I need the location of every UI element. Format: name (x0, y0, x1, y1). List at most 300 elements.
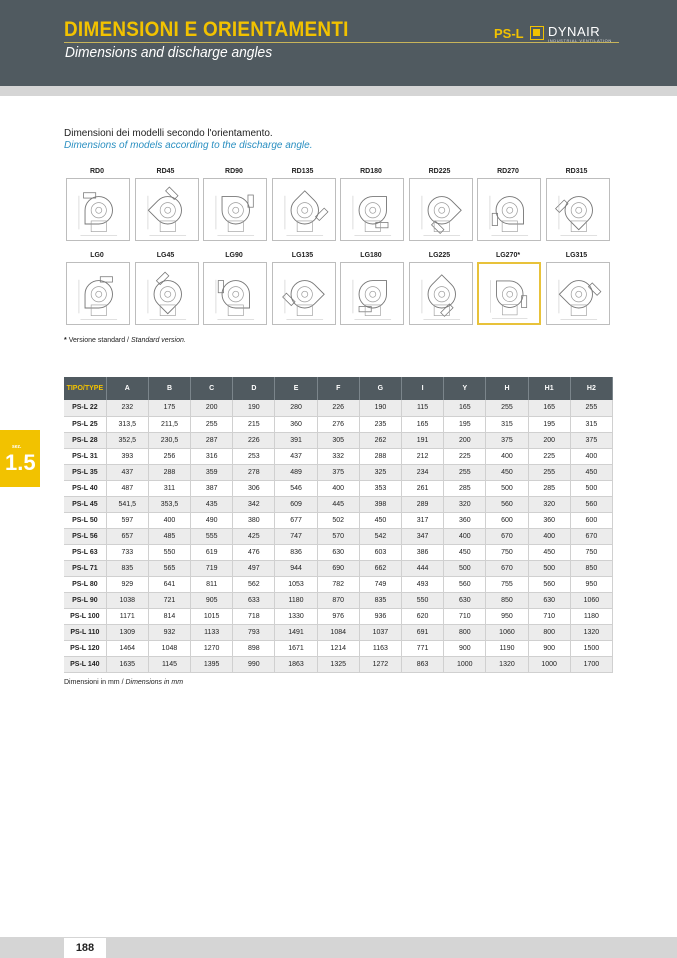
model-cell: PS-L 25 (64, 416, 106, 432)
table-row (64, 496, 613, 512)
orientation-drawing (546, 262, 610, 325)
value-cell: 793 (233, 624, 275, 640)
orientation-label: RD270 (497, 168, 519, 175)
orientation-label: LG270* (495, 252, 521, 259)
value-cell: 262 (359, 432, 401, 448)
value-cell: 200 (444, 432, 486, 448)
value-cell: 115 (402, 400, 444, 416)
model-cell: PS-L 90 (64, 592, 106, 608)
value-cell: 375 (486, 432, 528, 448)
orientation-rd45 (133, 168, 199, 248)
value-cell: 800 (528, 624, 570, 640)
value-cell: 1320 (486, 656, 528, 672)
value-cell: 165 (528, 400, 570, 416)
fan-diagram-icon (67, 179, 129, 240)
value-cell: 1180 (275, 592, 317, 608)
value-cell: 225 (444, 448, 486, 464)
orientation-label: LG225 (428, 252, 451, 259)
value-cell: 800 (444, 624, 486, 640)
value-cell: 550 (402, 592, 444, 608)
value-cell: 1330 (275, 608, 317, 624)
value-cell: 380 (233, 512, 275, 528)
value-cell: 375 (317, 464, 359, 480)
orientation-drawing (203, 178, 267, 241)
value-cell: 493 (402, 576, 444, 592)
logo-mark-icon (530, 26, 544, 40)
model-cell: PS-L 45 (64, 496, 106, 512)
value-cell: 565 (148, 560, 190, 576)
orientation-lg180 (338, 252, 404, 332)
column-header-d: D (233, 377, 275, 400)
model-cell: PS-L 140 (64, 656, 106, 672)
value-cell: 1464 (106, 640, 148, 656)
value-cell: 835 (106, 560, 148, 576)
value-cell: 630 (528, 592, 570, 608)
value-cell: 1163 (359, 640, 401, 656)
model-cell: PS-L 40 (64, 480, 106, 496)
column-header-y: Y (444, 377, 486, 400)
units-english: Dimensions in mm (125, 679, 184, 686)
value-cell: 255 (444, 464, 486, 480)
value-cell: 609 (275, 496, 317, 512)
value-cell: 749 (359, 576, 401, 592)
value-cell: 255 (528, 464, 570, 480)
value-cell: 850 (570, 560, 612, 576)
value-cell: 175 (148, 400, 190, 416)
value-cell: 541,5 (106, 496, 148, 512)
model-cell: PS-L 22 (64, 400, 106, 416)
value-cell: 1395 (191, 656, 233, 672)
table-row (64, 416, 613, 432)
value-cell: 211,5 (148, 416, 190, 432)
value-cell: 1325 (317, 656, 359, 672)
value-cell: 347 (402, 528, 444, 544)
table-row (64, 432, 613, 448)
value-cell: 1700 (570, 656, 612, 672)
value-cell: 285 (444, 480, 486, 496)
value-cell: 313,5 (106, 416, 148, 432)
value-cell: 562 (233, 576, 275, 592)
value-cell: 165 (444, 400, 486, 416)
orientation-lg45 (133, 252, 199, 332)
orientation-rd180 (338, 168, 404, 248)
value-cell: 225 (528, 448, 570, 464)
fan-diagram-icon (341, 263, 403, 324)
value-cell: 555 (191, 528, 233, 544)
column-header-f: F (317, 377, 359, 400)
orientation-label: RD315 (565, 168, 588, 175)
value-cell: 400 (570, 448, 612, 464)
value-cell: 560 (528, 576, 570, 592)
value-cell: 597 (106, 512, 148, 528)
value-cell: 811 (191, 576, 233, 592)
fan-diagram-icon (410, 179, 472, 240)
value-cell: 691 (402, 624, 444, 640)
value-cell: 485 (148, 528, 190, 544)
intro-text (64, 128, 312, 152)
value-cell: 280 (275, 400, 317, 416)
value-cell: 863 (402, 656, 444, 672)
orientation-lg225 (407, 252, 473, 332)
value-cell: 190 (359, 400, 401, 416)
value-cell: 990 (233, 656, 275, 672)
value-cell: 1060 (570, 592, 612, 608)
intro-english: Dimensions of models according to the discharge angle. (64, 140, 313, 151)
model-cell: PS-L 110 (64, 624, 106, 640)
fan-diagram-icon (136, 179, 198, 240)
value-cell: 317 (402, 512, 444, 528)
table-row (64, 608, 613, 624)
model-cell: PS-L 120 (64, 640, 106, 656)
value-cell: 500 (570, 480, 612, 496)
value-cell: 976 (317, 608, 359, 624)
orientation-rd90 (201, 168, 267, 248)
column-header-a: A (106, 377, 148, 400)
value-cell: 311 (148, 480, 190, 496)
value-cell: 900 (528, 640, 570, 656)
footnote-mark: * (64, 337, 67, 344)
value-cell: 497 (233, 560, 275, 576)
value-cell: 255 (570, 400, 612, 416)
value-cell: 750 (486, 544, 528, 560)
value-cell: 1048 (148, 640, 190, 656)
orientation-lg270 (475, 252, 541, 332)
value-cell: 1180 (570, 608, 612, 624)
value-cell: 315 (570, 416, 612, 432)
value-cell: 1038 (106, 592, 148, 608)
value-cell: 814 (148, 608, 190, 624)
orientation-drawing (477, 262, 541, 325)
value-cell: 670 (570, 528, 612, 544)
orientation-label: RD45 (156, 168, 175, 175)
column-header-g: G (359, 377, 401, 400)
value-cell: 305 (317, 432, 359, 448)
value-cell: 360 (444, 512, 486, 528)
orientation-lg90 (201, 252, 267, 332)
dimensions-table (64, 377, 613, 673)
value-cell: 400 (486, 448, 528, 464)
model-cell: PS-L 80 (64, 576, 106, 592)
value-cell: 320 (444, 496, 486, 512)
table-row (64, 400, 613, 416)
fan-diagram-icon (478, 179, 540, 240)
page-number: 188 (64, 938, 106, 958)
table-row (64, 480, 613, 496)
value-cell: 450 (486, 464, 528, 480)
value-cell: 719 (191, 560, 233, 576)
value-cell: 560 (444, 576, 486, 592)
value-cell: 353 (359, 480, 401, 496)
value-cell: 289 (402, 496, 444, 512)
value-cell: 733 (106, 544, 148, 560)
intro-italian: Dimensioni dei modelli secondo l'orientamento. (64, 128, 273, 139)
orientation-drawing (409, 262, 473, 325)
value-cell: 450 (570, 464, 612, 480)
value-cell: 1084 (317, 624, 359, 640)
value-cell: 316 (191, 448, 233, 464)
value-cell: 1214 (317, 640, 359, 656)
value-cell: 1000 (528, 656, 570, 672)
value-cell: 450 (444, 544, 486, 560)
value-cell: 900 (444, 640, 486, 656)
value-cell: 476 (233, 544, 275, 560)
value-cell: 950 (486, 608, 528, 624)
value-cell: 278 (233, 464, 275, 480)
value-cell: 542 (359, 528, 401, 544)
model-cell: PS-L 100 (64, 608, 106, 624)
units-note (64, 679, 183, 686)
value-cell: 400 (528, 528, 570, 544)
value-cell: 771 (402, 640, 444, 656)
orientation-drawing (546, 178, 610, 241)
value-cell: 657 (106, 528, 148, 544)
value-cell: 315 (486, 416, 528, 432)
model-cell: PS-L 56 (64, 528, 106, 544)
page-title: DIMENSIONI E ORIENTAMENTI (64, 18, 349, 41)
orientation-drawing (66, 262, 130, 325)
value-cell: 306 (233, 480, 275, 496)
orientation-row-lg (64, 252, 609, 332)
value-cell: 255 (191, 416, 233, 432)
value-cell: 619 (191, 544, 233, 560)
value-cell: 500 (528, 560, 570, 576)
value-cell: 1053 (275, 576, 317, 592)
orientation-lg0 (64, 252, 130, 332)
value-cell: 850 (486, 592, 528, 608)
orientation-drawing (340, 262, 404, 325)
orientation-label: RD135 (291, 168, 314, 175)
value-cell: 398 (359, 496, 401, 512)
table-row (64, 624, 613, 640)
fan-diagram-icon (547, 179, 609, 240)
value-cell: 425 (233, 528, 275, 544)
fan-diagram-icon (479, 264, 539, 323)
fan-diagram-icon (67, 263, 129, 324)
value-cell: 835 (359, 592, 401, 608)
table-row (64, 640, 613, 656)
value-cell: 1060 (486, 624, 528, 640)
value-cell: 560 (570, 496, 612, 512)
value-cell: 546 (275, 480, 317, 496)
value-cell: 1015 (191, 608, 233, 624)
units-italian: Dimensioni in mm / (64, 679, 126, 686)
value-cell: 190 (233, 400, 275, 416)
value-cell: 630 (444, 592, 486, 608)
value-cell: 1037 (359, 624, 401, 640)
value-cell: 215 (233, 416, 275, 432)
orientation-label: LG90 (225, 252, 243, 259)
value-cell: 387 (191, 480, 233, 496)
page-subtitle: Dimensions and discharge angles (65, 44, 273, 61)
value-cell: 1671 (275, 640, 317, 656)
value-cell: 490 (191, 512, 233, 528)
model-cell: PS-L 71 (64, 560, 106, 576)
value-cell: 870 (317, 592, 359, 608)
value-cell: 500 (444, 560, 486, 576)
value-cell: 226 (317, 400, 359, 416)
value-cell: 253 (233, 448, 275, 464)
section-tab (0, 430, 40, 487)
orientation-drawing (477, 178, 541, 241)
value-cell: 234 (402, 464, 444, 480)
orientation-label: RD90 (225, 168, 243, 175)
orientation-drawing (409, 178, 473, 241)
table-row (64, 592, 613, 608)
footnote-english: Standard version. (130, 337, 186, 344)
column-header-h1: H1 (528, 377, 570, 400)
value-cell: 435 (191, 496, 233, 512)
orientation-rd0 (64, 168, 130, 248)
value-cell: 1145 (148, 656, 190, 672)
product-code: PS-L (494, 26, 524, 41)
value-cell: 944 (275, 560, 317, 576)
value-cell: 782 (317, 576, 359, 592)
page-header (0, 0, 677, 86)
brand-tagline: INDUSTRIAL VENTILATION (548, 38, 612, 43)
orientation-label: RD225 (428, 168, 451, 175)
value-cell: 230,5 (148, 432, 190, 448)
value-cell: 342 (233, 496, 275, 512)
value-cell: 633 (233, 592, 275, 608)
value-cell: 750 (570, 544, 612, 560)
orientation-label: LG45 (156, 252, 175, 259)
value-cell: 1000 (444, 656, 486, 672)
value-cell: 165 (402, 416, 444, 432)
model-cell: PS-L 31 (64, 448, 106, 464)
model-cell: PS-L 63 (64, 544, 106, 560)
fan-diagram-icon (204, 179, 266, 240)
value-cell: 936 (359, 608, 401, 624)
column-header-h: H (486, 377, 528, 400)
value-cell: 489 (275, 464, 317, 480)
orientation-drawing (66, 178, 130, 241)
orientation-drawing (272, 178, 336, 241)
value-cell: 386 (402, 544, 444, 560)
orientation-lg135 (270, 252, 336, 332)
value-cell: 1500 (570, 640, 612, 656)
value-cell: 570 (317, 528, 359, 544)
value-cell: 212 (402, 448, 444, 464)
value-cell: 261 (402, 480, 444, 496)
table-row (64, 528, 613, 544)
value-cell: 200 (528, 432, 570, 448)
value-cell: 502 (317, 512, 359, 528)
value-cell: 710 (528, 608, 570, 624)
orientation-rd135 (270, 168, 336, 248)
value-cell: 226 (233, 432, 275, 448)
value-cell: 191 (402, 432, 444, 448)
brand-logo (530, 24, 620, 44)
table-row (64, 656, 613, 672)
orientation-drawing (340, 178, 404, 241)
value-cell: 1320 (570, 624, 612, 640)
value-cell: 235 (359, 416, 401, 432)
value-cell: 898 (233, 640, 275, 656)
model-cell: PS-L 35 (64, 464, 106, 480)
orientation-drawing (272, 262, 336, 325)
value-cell: 445 (317, 496, 359, 512)
table-row (64, 464, 613, 480)
value-cell: 747 (275, 528, 317, 544)
value-cell: 710 (444, 608, 486, 624)
table-row (64, 544, 613, 560)
column-header-e: E (275, 377, 317, 400)
orientation-label: LG315 (565, 252, 588, 259)
value-cell: 200 (191, 400, 233, 416)
value-cell: 255 (486, 400, 528, 416)
value-cell: 690 (317, 560, 359, 576)
orientation-label: RD180 (360, 168, 382, 175)
model-cell: PS-L 28 (64, 432, 106, 448)
orientation-drawing (135, 262, 199, 325)
value-cell: 932 (148, 624, 190, 640)
header-band (0, 86, 677, 96)
column-header-c: C (191, 377, 233, 400)
value-cell: 360 (275, 416, 317, 432)
orientation-label: RD0 (89, 168, 104, 175)
value-cell: 320 (528, 496, 570, 512)
value-cell: 670 (486, 528, 528, 544)
table-row (64, 512, 613, 528)
value-cell: 359 (191, 464, 233, 480)
value-cell: 360 (528, 512, 570, 528)
column-header-tipo-type: TIPO/TYPE (64, 377, 106, 400)
value-cell: 641 (148, 576, 190, 592)
fan-diagram-icon (341, 179, 403, 240)
value-cell: 1190 (486, 640, 528, 656)
table-row (64, 560, 613, 576)
value-cell: 620 (402, 608, 444, 624)
orientation-rd225 (407, 168, 473, 248)
value-cell: 332 (317, 448, 359, 464)
value-cell: 288 (359, 448, 401, 464)
value-cell: 437 (275, 448, 317, 464)
value-cell: 677 (275, 512, 317, 528)
value-cell: 287 (191, 432, 233, 448)
value-cell: 393 (106, 448, 148, 464)
value-cell: 256 (148, 448, 190, 464)
value-cell: 1171 (106, 608, 148, 624)
value-cell: 450 (359, 512, 401, 528)
value-cell: 1133 (191, 624, 233, 640)
value-cell: 437 (106, 464, 148, 480)
fan-diagram-icon (547, 263, 609, 324)
value-cell: 755 (486, 576, 528, 592)
value-cell: 353,5 (148, 496, 190, 512)
value-cell: 1270 (191, 640, 233, 656)
column-header-h2: H2 (570, 377, 612, 400)
table-header-row (64, 377, 613, 400)
section-label: sez. (12, 444, 22, 450)
value-cell: 560 (486, 496, 528, 512)
value-cell: 195 (528, 416, 570, 432)
orientation-label: LG135 (291, 252, 314, 259)
fan-diagram-icon (273, 263, 335, 324)
value-cell: 487 (106, 480, 148, 496)
value-cell: 662 (359, 560, 401, 576)
value-cell: 718 (233, 608, 275, 624)
fan-diagram-icon (273, 179, 335, 240)
value-cell: 950 (570, 576, 612, 592)
orientation-drawing (203, 262, 267, 325)
fan-diagram-icon (204, 263, 266, 324)
fan-diagram-icon (136, 263, 198, 324)
table-row (64, 576, 613, 592)
fan-diagram-icon (410, 263, 472, 324)
footnote-italian: Versione standard / (68, 337, 131, 344)
value-cell: 721 (148, 592, 190, 608)
orientation-rd315 (544, 168, 610, 248)
